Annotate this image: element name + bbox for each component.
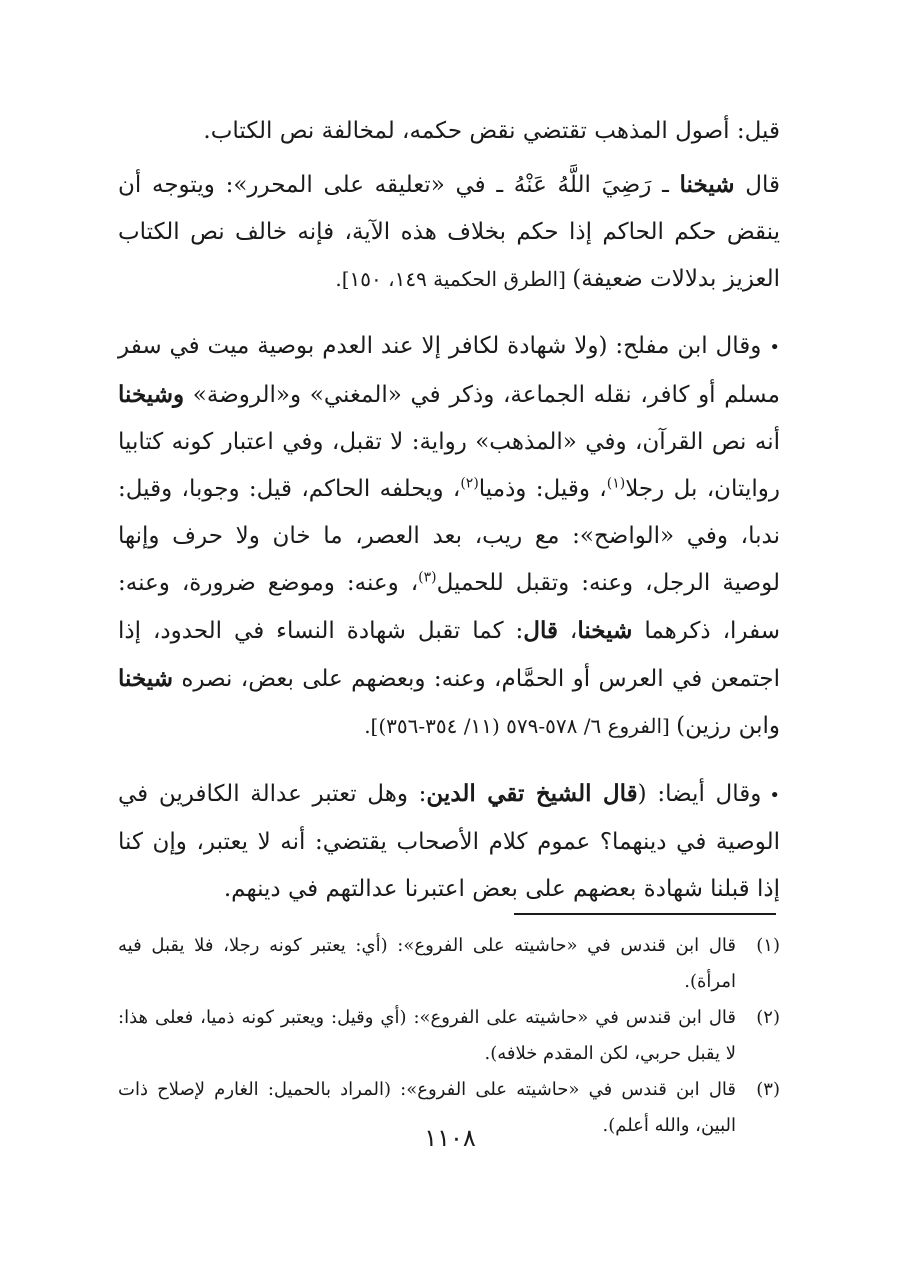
footnote-ref: (٢) (460, 475, 479, 492)
footnote-number: (٢) (756, 1007, 780, 1028)
footnote-ref: (١) (606, 475, 626, 492)
footnote (118, 928, 780, 1000)
paragraph-4: •وقال أيضا: (قال الشيخ تقي الدين: وهل تعتبر عدالة الكافرين في الوصية في دينهما؟ عموم كلام الأصحاب يقتضي: أنه لا يعتبر، وإن كنا إذا قبلنا شهادة بعضهم على بعض اعتبرنا عدالتهم في دينهم. (118, 770, 780, 913)
bullet-icon: • (769, 785, 780, 806)
paragraph-1: قيل: أصول المذهب تقتضي نقض حكمه، لمخالفة نص الكتاب. (203, 118, 780, 144)
citation: [الطرق الحكمية ١٤٩، ١٥٠]. (335, 267, 573, 291)
footnote-text: قال ابن قندس في «حاشيته على الفروع»: (أي وقيل: ويعتبر كونه ذميا، فعلى هذا: لا يقبل حربي، لكن المقدم خلافه). (118, 1007, 736, 1064)
footnote-number: (٣) (756, 1079, 780, 1100)
paragraph-3: •وقال ابن مفلح: (ولا شهادة لكافر إلا عند العدم بوصية ميت في سفر مسلم أو كافر، نقله الجماعة، وذكر في «المغني» و«الروضة» وشيخنا أنه نص القرآن، وفي «المذهب» رواية: لا تقبل، وفي اعتبار كونه كتابيا روايتان، بل رجلا$^{(١)}$، وقيل: وذميا$^{(٢)}$، ويحلفه الحاكم، قيل: وجوبا، وقيل: ندبا، وفي «الواضح»: مع ريب، بعد العصر، ما خان ولا حرف وإنها لوصية الرجل، وعنه: وتقبل للحميل$^{(٣)}$، وعنه: وموضع ضرورة، وعنه: سفرا، ذكرهما شيخنا، قال: كما تقبل شهادة النساء في الحدود، إذا اجتمعن في العرس أو الحمَّام، وعنه: وبعضهم على بعض، نصره شيخنا وابن رزين) [الفروع ٦/ ٥٧٨-٥٧٩ (١١/ ٣٥٤-٣٥٦)]. (118, 323, 780, 750)
footnotes (118, 928, 780, 1144)
main-text (118, 108, 780, 913)
footnote-divider (514, 913, 776, 915)
paragraph-2: قال شيخنا ـ رَضِيَ اللَّهُ عَنْهُ ـ في «تعليقه على المحرر»: ويتوجه أن ينقض حكم الحاكم إذا حكم بخلاف هذه الآية، فإنه خالف نص الكتاب العزيز بدلالات ضعيفة) [الطرق الحكمية ١٤٩، ١٥٠]. (118, 171, 780, 292)
bullet-icon: • (769, 337, 780, 358)
bold-term: شيخنا (577, 617, 633, 644)
bold-term: شيخنا (679, 171, 735, 198)
bold-term: قال الشيخ تقي الدين (426, 780, 638, 807)
bold-term: وشيخنا (118, 381, 185, 408)
page-number: ١١٠٨ (424, 1124, 476, 1152)
footnote-number: (١) (756, 935, 780, 956)
citation: [الفروع ٦/ ٥٧٨-٥٧٩ (١١/ ٣٥٤-٣٥٦)]. (364, 714, 677, 738)
footnote-ref: (٣) (418, 569, 437, 586)
footnote (118, 1000, 780, 1072)
footnote-text: قال ابن قندس في «حاشيته على الفروع»: (أي: يعتبر كونه رجلا، فلا يقبل فيه امرأة). (118, 935, 736, 992)
footnote-text: قال ابن قندس في «حاشيته على الفروع»: (المراد بالحميل: الغارم لإصلاح ذات البين، والله أعلم). (118, 1079, 736, 1136)
bold-term: قال (523, 617, 558, 644)
bold-term: شيخنا (118, 665, 174, 692)
